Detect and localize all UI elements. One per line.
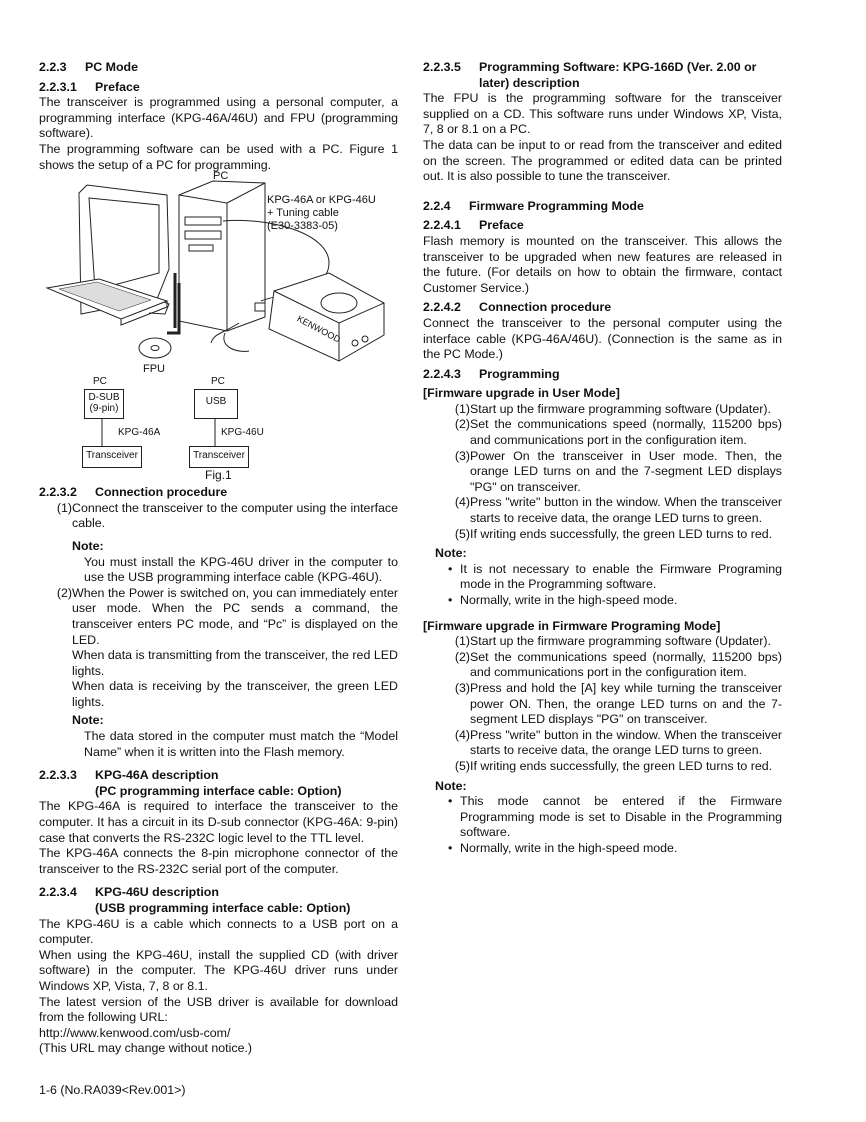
list-item (448, 759, 782, 775)
step-text: Start up the firmware programming software (Updater). (470, 634, 771, 649)
paragraph: The transceiver is programmed using a personal computer, a programming interface (KPG-46A/46U) and FPU (programming software). (39, 95, 398, 141)
paragraph: Connect the transceiver to the personal computer using the interface cable (KPG-46A/46U). (Connection is the same as in the PC Mode.) (423, 315, 782, 362)
note-bullet: • This mode cannot be entered if the Firmware Programming mode is set to Disable in the Programming software. (423, 794, 782, 841)
paragraph: The FPU is the programming software for the transceiver supplied on a CD. This software runs under Windows XP, Vista, 7, 8 or 8.1 on a PC. (423, 91, 782, 137)
page-footer: 1-6 (No.RA039<Rev.001>) (39, 1083, 186, 1097)
figure-1 (39, 170, 398, 485)
paragraph: The programming software can be used with a PC. Figure 1 shows the setup of a PC for programming. (39, 141, 398, 172)
transceiver-label: Transceiver (86, 450, 138, 462)
note-bullet: • It is not necessary to enable the Firmware Programing mode in the Programming software. (423, 562, 782, 593)
list-item (448, 650, 782, 681)
transceiver-box (82, 446, 142, 468)
list-item (448, 728, 782, 759)
step-text: When the Power is switched on, you can immediately enter user mode. When the PC sends a command, the transceiver enters PC mode, and “Pc” is displayed on the LED. (72, 585, 398, 647)
url-link[interactable]: http://www.kenwood.com/usb-com/ (39, 1025, 231, 1040)
list-item (50, 586, 398, 648)
list-item (448, 495, 782, 526)
fpu-label: FPU (143, 363, 165, 376)
usb-box (194, 389, 238, 419)
list-item (50, 501, 398, 532)
list-item (448, 527, 782, 543)
dsub-pin-label: (9-pin) (89, 403, 119, 415)
cable-label: + Tuning cable (267, 207, 339, 220)
left-column (39, 60, 398, 1057)
step-number: (2) (454, 649, 470, 664)
left-pc-label: PC (93, 376, 107, 388)
note-label: Note: (72, 713, 104, 728)
subheading: (PC programming interface cable: Option) (95, 783, 342, 798)
step-number: (4) (454, 727, 470, 742)
note-text: The data stored in the computer must match the “Model Name” when it is written into the Flash memory. (84, 729, 398, 759)
subheading: (USB programming interface cable: Option) (95, 901, 351, 915)
step-text: Press "write" button in the window. When the transceiver starts to receive data, the orange LED turns to green. (470, 727, 782, 758)
step-text: Press and hold the [A] key while turning the transceiver power ON. Then, the orange LED turns on and the 7-segment LED displays "PG" on transceiver. (470, 680, 782, 727)
heading-2-2-4-2: 2.2.4.2 Connection procedure (423, 300, 612, 315)
paragraph: The KPG-46A is required to interface the transceiver to the computer. It has a circuit in its D-sub connector (KPG-46A: 9-pin) case that converts the RS-232C logic level to the TTL level. (39, 799, 398, 845)
step-number: (2) (56, 585, 72, 600)
note-bullet: • Normally, write in the high-speed mode. (423, 593, 782, 609)
paragraph: The data can be input to or read from the transceiver and edited on the screen. The programmed or edited data can be printed out. It is also possible to tune the transceiver. (423, 137, 782, 184)
step-text: Set the communications speed (normally, 115200 bps) and communications port in the configuration item. (470, 417, 782, 448)
paragraph: Flash memory is mounted on the transceiver. This allows the transceiver to be upgraded when new features are released in the future. (For details on how to obtain the firmware, contact Customer Service.) (423, 233, 782, 295)
step-number: (1) (454, 634, 470, 649)
transceiver-box (189, 446, 249, 468)
heading-2-2-3-5: 2.2.3.5 Programming Software: KPG-166D (Ver. 2.00 or (423, 60, 757, 74)
paragraph: (This URL may change without notice.) (39, 1041, 253, 1056)
list-item (448, 449, 782, 496)
note-label: Note: (435, 546, 467, 561)
step-text: Set the communications speed (normally, 115200 bps) and communications port in the configuration item. (470, 649, 782, 680)
step-text: If writing ends successfully, the green LED turns to red. (470, 526, 773, 541)
user-mode-steps (423, 402, 782, 542)
heading-continuation: later) description (479, 75, 580, 90)
connection-steps (39, 501, 398, 532)
paragraph: When using the KPG-46U, install the supplied CD (with driver software) in the computer. The KPG-46U driver runs under Windows XP, Vista, 7, 8 or 8.1. (39, 947, 398, 993)
dsub-label: D-SUB (88, 392, 120, 404)
note-bullet: • Normally, write in the high-speed mode. (423, 841, 782, 857)
heading-2-2-4-3: 2.2.4.3 Programming (423, 366, 560, 381)
list-item (448, 402, 782, 418)
step-number: (5) (454, 758, 470, 773)
step-number: (2) (454, 417, 470, 432)
usb-label: USB (205, 396, 227, 408)
step-text: Connect the transceiver to the computer using the interface cable. (72, 500, 398, 531)
paragraph: The latest version of the USB driver is available for download from the following URL: (39, 994, 398, 1025)
list-item (448, 634, 782, 650)
dsub-box (84, 389, 124, 419)
brand-label: KENWOOD (295, 313, 343, 345)
step-number: (1) (56, 500, 72, 515)
note-text: You must install the KPG-46U driver in the computer to use the USB programming interface cable (KPG-46U). (84, 554, 398, 585)
right-pc-label: PC (211, 376, 225, 388)
pc-setup-illustration (39, 173, 398, 485)
step-number: (3) (454, 680, 470, 695)
step-number: (3) (454, 448, 470, 463)
step-text: Press "write" button in the window. When the transceiver starts to receive data, the orange LED turns to green. (470, 495, 782, 526)
note-label: Note: (435, 778, 467, 793)
user-mode-heading: [Firmware upgrade in User Mode] (423, 386, 620, 401)
heading-2-2-3-3: 2.2.3.3 KPG-46A description (39, 768, 219, 783)
heading-2-2-3-2: 2.2.3.2 Connection procedure (39, 485, 228, 500)
step-number: (4) (454, 495, 470, 510)
list-item (448, 417, 782, 448)
heading-2-2-3: 2.2.3 PC Mode (39, 60, 139, 74)
step-text: If writing ends successfully, the green LED turns to red. (470, 758, 773, 773)
step-text: When data is transmitting from the transceiver, the red LED lights. (72, 648, 398, 678)
heading-2-2-3-4: 2.2.3.4 KPG-46U description (39, 885, 219, 900)
fpm-steps (423, 634, 782, 774)
note-label: Note: (72, 538, 104, 553)
step-number: (5) (454, 526, 470, 541)
list-item (448, 681, 782, 728)
figure-caption: Fig.1 (205, 468, 232, 483)
fpm-heading: [Firmware upgrade in Firmware Programing Mode] (423, 618, 721, 633)
kpg46a-label: KPG-46A (118, 427, 161, 439)
paragraph: The KPG-46A connects the 8-pin microphone connector of the transceiver to the RS-232C serial port of the computer. (39, 846, 398, 876)
paragraph: The KPG-46U is a cable which connects to a USB port on a computer. (39, 916, 398, 947)
step-text: When data is receiving by the transceiver, the green LED lights. (72, 679, 398, 709)
heading-2-2-4: 2.2.4 Firmware Programming Mode (423, 198, 644, 213)
right-column (423, 60, 782, 857)
connection-steps-2 (39, 586, 398, 711)
step-text: Power On the transceiver in User mode. Then, the orange LED turns on and the 7-segment LED displays "PG" on transceiver. (470, 448, 782, 494)
transceiver-label: Transceiver (193, 450, 245, 462)
heading-2-2-4-1: 2.2.4.1 Preface (423, 218, 524, 233)
cable-label: (E30-3383-05) (267, 220, 338, 233)
kpg46u-label: KPG-46U (221, 427, 264, 439)
step-text: Start up the firmware programming software (Updater). (470, 401, 771, 416)
pc-label: PC (213, 170, 229, 183)
heading-2-2-3-1: 2.2.3.1 Preface (39, 79, 140, 94)
step-number: (1) (454, 401, 470, 416)
cable-label: KPG-46A or KPG-46U (267, 194, 376, 207)
